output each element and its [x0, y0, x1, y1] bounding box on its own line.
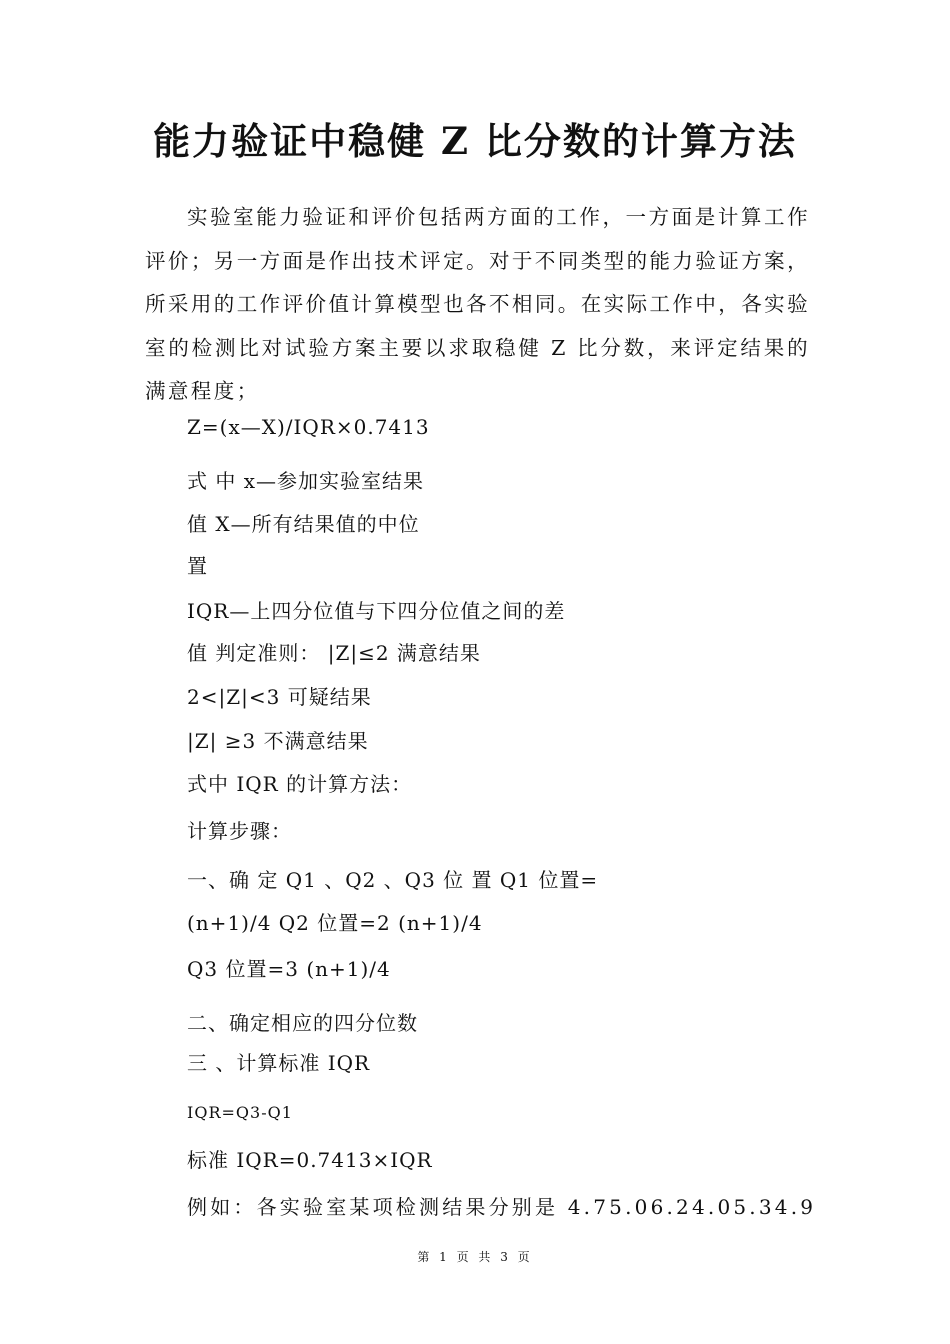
step-two: 二、确定相应的四分位数 [187, 1011, 418, 1035]
intro-paragraph: 实验室能力验证和评价包括两方面的工作，一方面是计算工作评价；另一方面是作出技术评定。对于不同类型的能力验证方案，所采用的工作评价值计算模型也各不相同。在实际工作中，各实验室的检测比对试验方案主要以求取稳健 Z 比分数，来评定结果的满意程度； [145, 205, 810, 403]
document-title: 能力验证中稳健 Z 比分数的计算方法 [153, 119, 797, 163]
standard-iqr-formula: 标准 IQR=0.7413×IQR [187, 1148, 433, 1172]
criteria-questionable: 2<|Z|<3 可疑结果 [187, 685, 372, 709]
step-one-q2: (n+1)/4 Q2 位置=2 (n+1)/4 [187, 911, 483, 935]
step-three: 三 、计算标准 IQR [187, 1051, 371, 1075]
definition-median: 值 X—所有结果值的中位 [187, 512, 420, 536]
iqr-formula: IQR=Q3-Q1 [187, 1103, 293, 1122]
criteria-satisfactory: 值 判定准则： |Z|≤2 满意结果 [187, 641, 481, 665]
definition-median-cont: 置 [187, 554, 208, 578]
definition-iqr: IQR—上四分位值与下四分位值之间的差 [187, 599, 566, 623]
formula-z: Z=(x—X)/IQR×0.7413 [187, 415, 430, 439]
iqr-method-heading: 式中 IQR 的计算方法： [187, 772, 413, 796]
example-line: 例如：各实验室某项检测结果分别是 4.75.06.24.05.34.9 [187, 1195, 817, 1219]
criteria-unsatisfactory: |Z| ≥3 不满意结果 [187, 729, 369, 753]
step-one-q3: Q3 位置=3 (n+1)/4 [187, 957, 391, 981]
page-footer: 第 1 页 共 3 页 [417, 1250, 533, 1264]
steps-heading: 计算步骤： [187, 819, 292, 843]
step-one: 一、确 定 Q1 、Q2 、Q3 位 置 Q1 位置= [187, 868, 599, 892]
definition-x: 式 中 x—参加实验室结果 [187, 469, 424, 493]
